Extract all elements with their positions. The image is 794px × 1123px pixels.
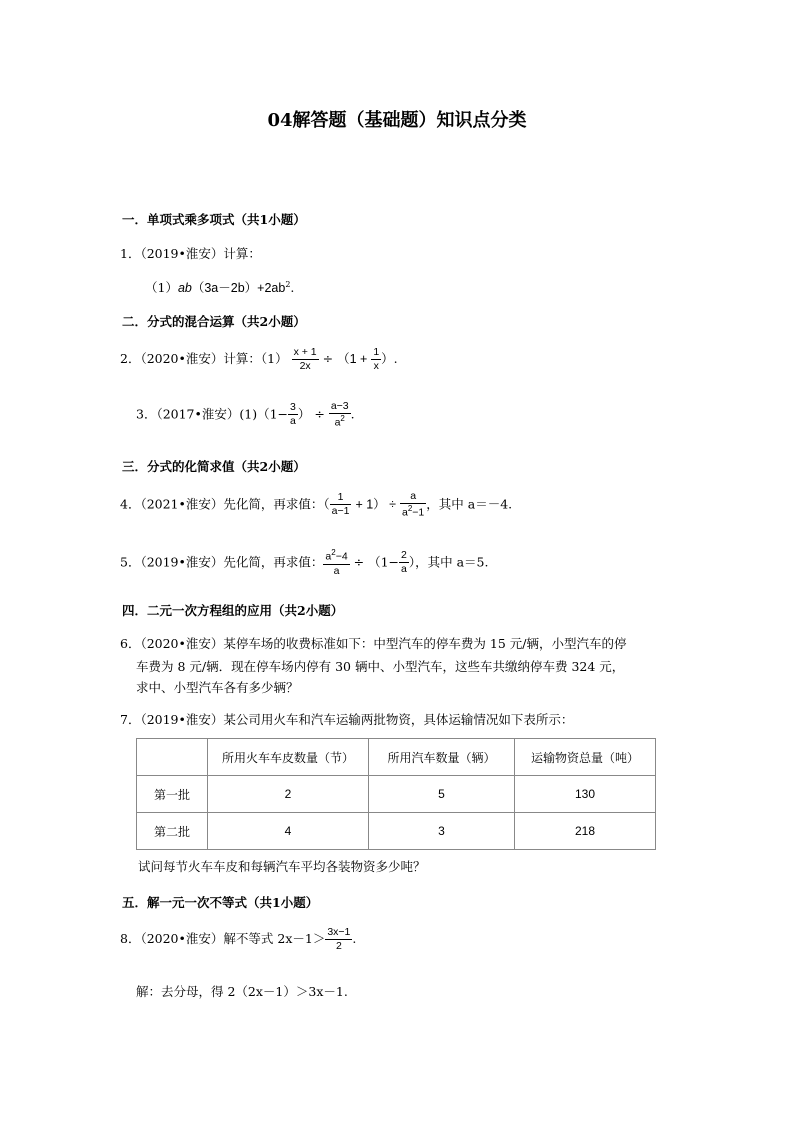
table-cell: 4	[208, 813, 369, 850]
transport-table	[136, 738, 656, 850]
fraction: $\frac{x + 1}{2x}$	[293, 346, 317, 373]
question-2: 2．（2020•淮安）计算：（1） $\frac{x + 1}{2x}$ ÷ （1 + $\frac{1}{x}$ ）.	[120, 346, 398, 373]
question-6-line-3: 求中、小型汽车各有多少辆？	[136, 680, 299, 695]
fraction: $\frac{1}{a-1}$	[331, 491, 350, 518]
fraction: $\frac{a^2-4}{a}$	[325, 548, 348, 577]
question-5: 5．（2019•淮安）先化简，再求值： $\frac{a^2-4}{a}$ ÷ （1− $\frac{2}{a}$ ），其中 a＝5.	[120, 548, 489, 577]
fraction: $\frac{3x-1}{2}$	[327, 926, 351, 953]
question-8: 8．（2020•淮安）解不等式 2x－1＞ $\frac{3x-1}{2}$ .	[120, 926, 357, 953]
table-row-label: 第一批	[137, 776, 208, 813]
table-cell: 130	[515, 776, 656, 813]
table-header-cell	[137, 739, 208, 776]
question-4: 4．（2021•淮安）先化简，再求值：（ $\frac{1}{a-1}$ + 1） ÷ $\frac{a}{a^2-1}$ ，其中 a＝－4.	[120, 490, 513, 519]
fraction: $\frac{2}{a}$	[401, 549, 407, 576]
question-7: 7．（2019•淮安）某公司用火车和汽车运输两批物资，具体运输情况如下表所示：	[120, 712, 574, 727]
table-row	[137, 776, 656, 813]
table-header-cell: 所用火车车皮数量（节）	[208, 739, 369, 776]
question-3: 3．（2017•淮安）(1)（1− $\frac{3}{a}$ ） ÷ $\frac{a-3}{a^2}$ .	[136, 400, 355, 429]
section-heading-1: 一．单项式乘多项式（共1小题）	[122, 212, 306, 227]
question-1-part-1: $(1)ab(3a-2b)+2ab^2$.	[145, 279, 295, 295]
table-row	[137, 813, 656, 850]
question-7-ask: 试问每节火车车皮和每辆汽车平均各装物资多少吨？	[138, 859, 426, 874]
question-6-line-2: 车费为 8 元/辆．现在停车场内停有 30 辆中、小型汽车，这些车共缴纳停车费 324 元，	[136, 659, 625, 674]
table-cell: 3	[369, 813, 515, 850]
table-cell: 5	[369, 776, 515, 813]
section-heading-3: 三．分式的化简求值（共2小题）	[122, 459, 306, 474]
fraction: $\frac{1}{x}$	[373, 346, 380, 373]
table-row-label: 第二批	[137, 813, 208, 850]
section-heading-4: 四．二元一次方程组的应用（共2小题）	[122, 603, 344, 618]
question-8-solution: 解：去分母，得 2（2x－1）＞3x－1.	[136, 984, 348, 999]
question-1: 1．（2019•淮安）计算：	[120, 246, 261, 261]
section-heading-2: 二．分式的混合运算（共2小题）	[122, 314, 306, 329]
page-title: 04解答题（基础题）知识点分类	[267, 110, 527, 131]
fraction: $\frac{a-3}{a^2}$	[330, 400, 349, 429]
table-header-cell: 运输物资总量（吨）	[515, 739, 656, 776]
table-cell: 2	[208, 776, 369, 813]
question-6-line-1: 6．（2020•淮安）某停车场的收费标准如下：中型汽车的停车费为 15 元/辆，小型汽车的停	[120, 636, 627, 651]
table-cell: 218	[515, 813, 656, 850]
table-header-row	[137, 739, 656, 776]
section-heading-5: 五．解一元一次不等式（共1小题）	[122, 895, 319, 910]
table-header-cell: 所用汽车数量（辆）	[369, 739, 515, 776]
fraction: $\frac{a}{a^2-1}$	[401, 490, 425, 519]
fraction: $\frac{3}{a}$	[290, 401, 296, 428]
